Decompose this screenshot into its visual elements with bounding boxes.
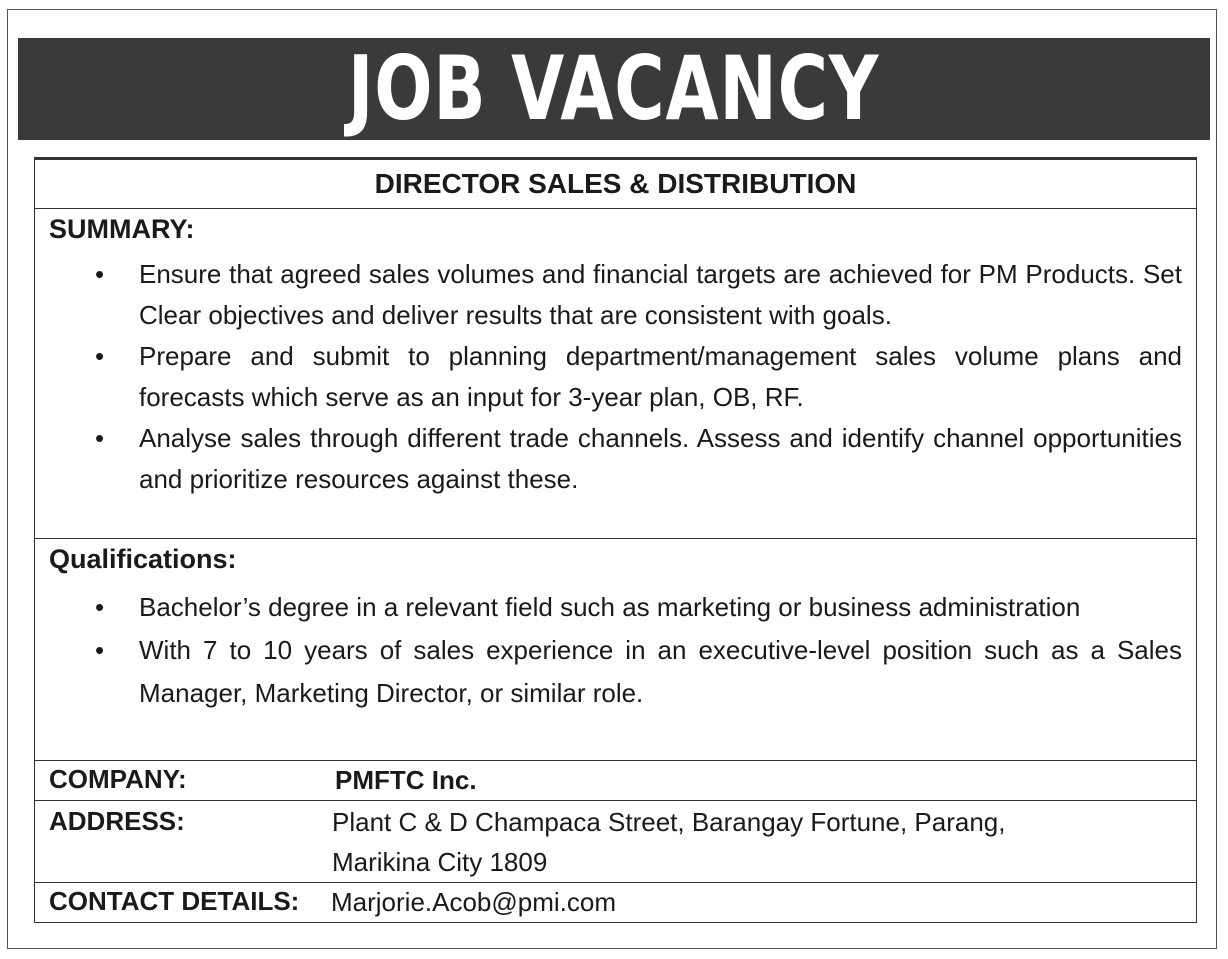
address-label: ADDRESS: [49, 806, 185, 836]
list-item [35, 336, 1196, 418]
address-line-1: Plant C & D Champaca Street, Barangay Fortune, Parang, [332, 807, 1006, 837]
contact-email: Marjorie.Acob@pmi.com [331, 887, 617, 917]
bullet-icon: • [95, 341, 105, 371]
divider [35, 760, 1196, 761]
summary-item-text: Ensure that agreed sales volumes and financial targets are achieved for PM Products. Set Clear objectives and deliver results that are consistent with goals. [139, 259, 1182, 330]
list-item [35, 586, 1196, 629]
address-line-2: Marikina City 1809 [332, 847, 548, 877]
qualification-item-text: Bachelor’s degree in a relevant field such as marketing or business administration [139, 592, 1081, 622]
qualifications-heading: Qualifications: [49, 544, 237, 574]
qualification-item-text: With 7 to 10 years of sales experience in an executive-level position such as a Sales Manager, Marketing Director, or similar role. [139, 635, 1182, 708]
vacancy-box [34, 157, 1197, 923]
summary-heading: SUMMARY: [49, 214, 195, 244]
list-item [35, 629, 1196, 715]
divider [35, 538, 1196, 539]
banner-title: JOB VACANCY [348, 37, 880, 140]
company-label: COMPANY: [49, 764, 187, 794]
divider [35, 882, 1196, 883]
divider [35, 800, 1196, 801]
summary-item-text: Prepare and submit to planning department/management sales volume plans and forecasts which serve as an input for 3-year plan, OB, RF. [139, 341, 1182, 412]
list-item [35, 418, 1196, 500]
banner [18, 38, 1210, 140]
qualifications-list [35, 586, 1196, 715]
job-title: DIRECTOR SALES & DISTRIBUTION [35, 158, 1196, 209]
bullet-icon: • [95, 423, 105, 453]
summary-list [35, 254, 1196, 500]
bullet-icon: • [95, 259, 105, 289]
contact-label: CONTACT DETAILS: [49, 886, 300, 916]
list-item [35, 254, 1196, 336]
bullet-icon: • [95, 635, 105, 665]
bullet-icon: • [95, 592, 105, 622]
company-value: PMFTC Inc. [335, 765, 477, 795]
summary-item-text: Analyse sales through different trade channels. Assess and identify channel opportunities and prioritize resources against these. [139, 423, 1182, 494]
